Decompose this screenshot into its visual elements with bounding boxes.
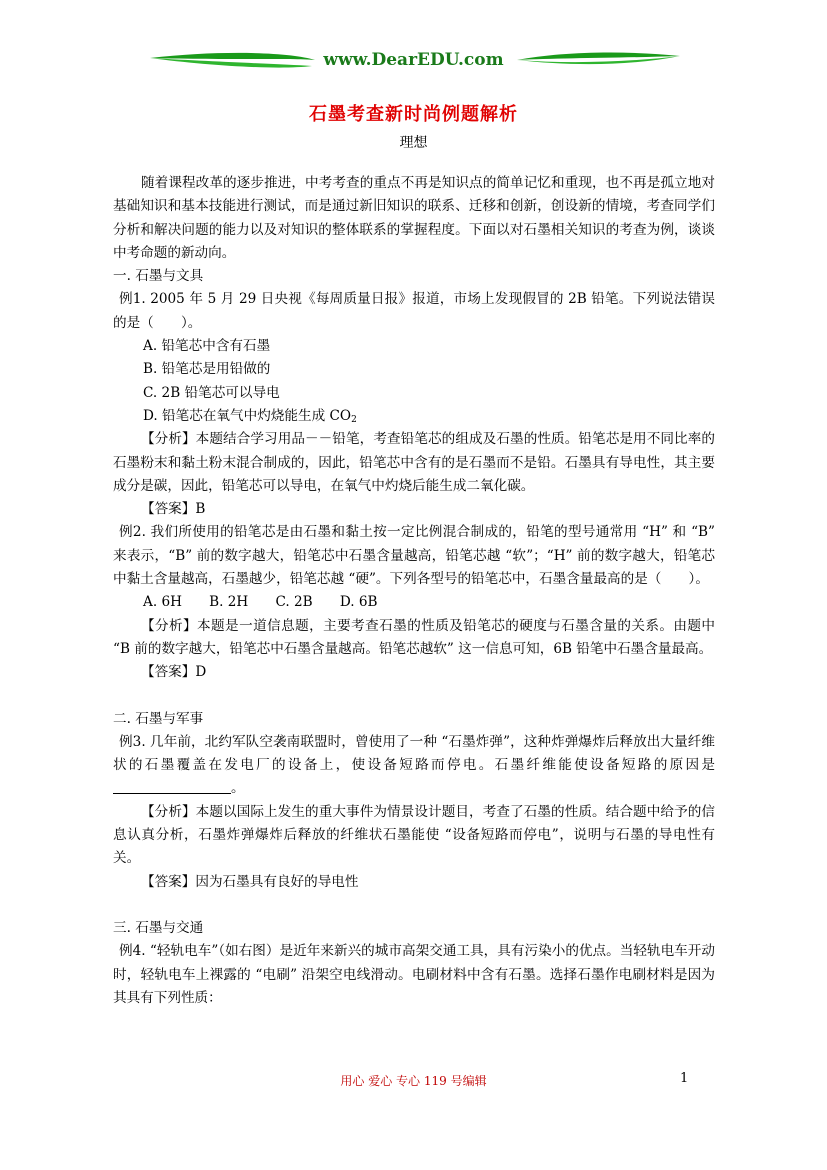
spacer [113,894,715,917]
analysis-text: 【分析】本题以国际上发生的重大事件为情景设计题目，考查了石墨的性质。结合题中给予的信息认真分析，石墨炸弹爆炸后释放的纤维状石墨能使 “设备短路而停电”，说明与石墨的导电性有关。 [113,803,715,867]
article-title: 石墨考查新时尚例题解析 [309,104,518,125]
answer-text: 【答案】D [141,664,207,681]
article-body [113,172,715,1010]
section-heading: 一. 石墨与文具 [113,268,204,285]
question-stem-text: 例3. 几年前，北约军队空袭南联盟时，曾使用了一种 “石墨炸弹”，这种炸弹爆炸后释放出大量纤维状的石墨覆盖在发电厂的设备上，使设备短路而停电。石墨纤维能使设备短路的原因是 [113,733,715,774]
option-a: A. 铅笔芯中含有石墨 [143,338,271,355]
answer-text: 【答案】因为石墨具有良好的导电性 [141,873,359,890]
subscript: 2 [351,414,357,425]
stem-end: 。 [231,780,245,797]
question-stem: 例2. 我们所使用的铅笔芯是由石墨和黏土按一定比例混合制成的，铅笔的型号通常用 “H” 和 “B” 来表示，“B” 前的数字越大，铅笔芯中石墨含量越高，铅笔芯越 “软”；“H” 前的数字越大，铅笔芯中黏土含量越高，石墨越少，铅笔芯越 “硬”。下列各型号的铅笔芯中，石墨含量最高的是（ ）。 [113,524,715,588]
option-c: C. 2B 铅笔芯可以导电 [143,384,280,401]
option-d-text: D. 铅笔芯在氧气中灼烧能生成 CO [143,407,352,424]
options-line: A. 6H B. 2H C. 2B D. 6B [143,594,378,611]
answer-blank [113,779,231,794]
option-d [113,405,715,428]
analysis-text: 【分析】本题结合学习用品－－铅笔，考查铅笔芯的组成及石墨的性质。铅笔芯是用不同比率的石墨粉末和黏土粉末混合制成的，因此，铅笔芯中含有的是石墨而不是铅。石墨具有导电性，其主要成分是碳，因此，铅笔芯可以导电，在氧气中灼烧后能生成二氧化碳。 [113,431,715,494]
question-stem: 例4. “轻轨电车”（如右图）是近年来新兴的城市高架交通工具，具有污染小的优点。当轻轨电车开动时，轻轨电车上裸露的 “电刷” 沿架空电线滑动。电刷材料中含有石墨。选择石墨作电刷材料是因为其具有下列性质： [113,943,715,1006]
question-stem: 例1. 2005 年 5 月 29 日央视《每周质量日报》报道，市场上发现假冒的 2B 铅笔。下列说法错误的是（ ）。 [113,291,715,331]
option-b: B. 铅笔芯是用铅做的 [143,361,271,378]
article-author: 理想 [399,135,428,151]
section-heading: 二. 石墨与军事 [113,710,204,727]
question-stem [113,731,715,801]
section-heading: 三. 石墨与交通 [113,919,204,936]
spacer [113,685,715,708]
page-number: 1 [680,1071,689,1086]
site-url-logo[interactable]: www.DearEDU.com [323,50,504,70]
intro-paragraph: 随着课程改革的逐步推进，中考考查的重点不再是知识点的简单记忆和重现，也不再是孤立地对基础知识和基本技能进行测试，而是通过新旧知识的联系、迁移和创新，创设新的情境，考查同学们分析和解决问题的能力以及对知识的整体联系的掌握程度。下面以对石墨相关知识的考查为例，谈谈中考命题的新动向。 [113,175,715,261]
answer-text: 【答案】B [141,501,206,518]
page-footer: 用心 爱心 专心 119 号编辑 [340,1074,487,1088]
analysis-text: 【分析】本题是一道信息题，主要考查石墨的性质及铅笔芯的硬度与石墨含量的关系。由题中 “B 前的数字越大，铅笔芯中石墨含量越高。铅笔芯越软” 这一信息可知，6B 铅笔中石墨含量最高。 [113,617,715,657]
